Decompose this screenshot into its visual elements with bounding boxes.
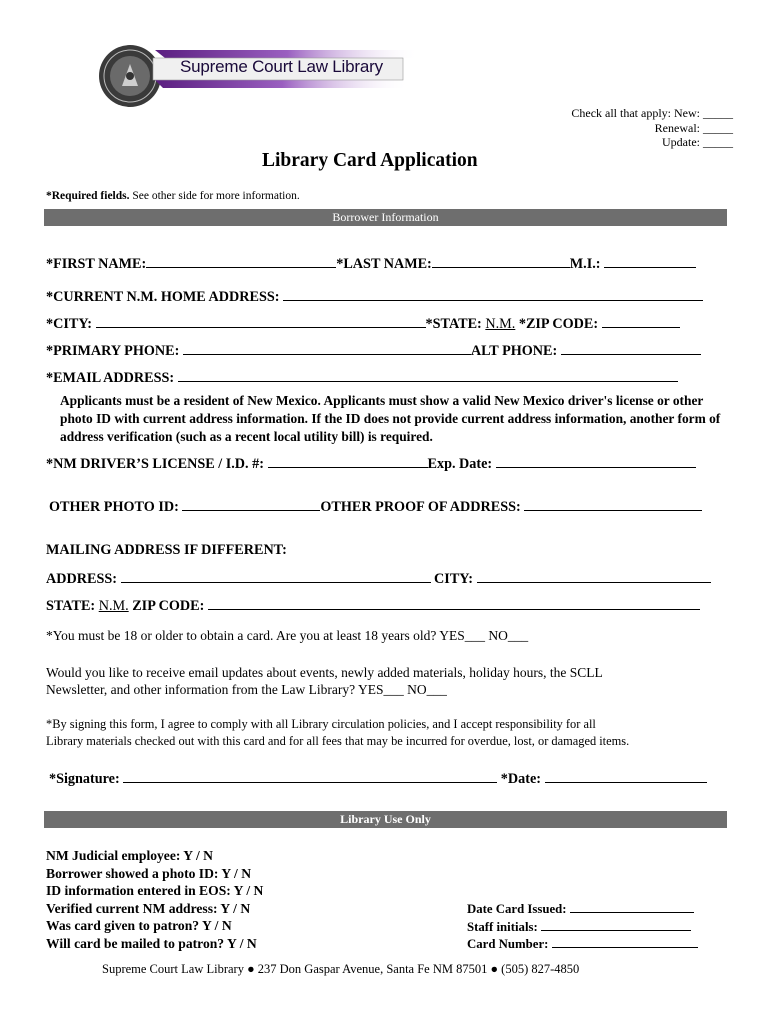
alt-phone-label: ALT PHONE: (470, 343, 558, 359)
first-name-field[interactable] (146, 254, 336, 268)
license-field[interactable] (268, 454, 428, 468)
date-issued-label: Date Card Issued: (467, 902, 567, 916)
signature-label: *Signature: (49, 771, 120, 787)
last-name-field[interactable] (432, 254, 570, 268)
library-use-item[interactable]: NM Judicial employee: Y / N (46, 848, 214, 863)
row-mail-address (46, 569, 711, 588)
library-use-item[interactable]: Will card be mailed to patron? Y / N (46, 935, 257, 951)
mail-zip-label: ZIP CODE: (132, 598, 205, 614)
city-label: *CITY: (46, 316, 92, 332)
mailing-header: MAILING ADDRESS IF DIFFERENT: (46, 542, 287, 558)
row-home-address (46, 287, 703, 306)
row-email (46, 368, 678, 387)
card-number-label: Card Number: (467, 937, 549, 952)
row-name (46, 254, 696, 273)
library-use-item[interactable]: Borrower showed a photo ID: Y / N (46, 865, 252, 881)
primary-phone-label: *PRIMARY PHONE: (46, 343, 180, 359)
other-proof-field[interactable] (524, 497, 702, 511)
age-question: *You must be 18 or older to obtain a card. Are you at least 18 years old? YES___ NO___ (46, 628, 529, 643)
mail-state-label: STATE: (46, 598, 96, 614)
email-label: *EMAIL ADDRESS: (46, 370, 175, 386)
home-address-field[interactable] (283, 287, 703, 301)
staff-initials-field[interactable] (541, 919, 691, 931)
state-value: N.M. (485, 316, 516, 332)
email-updates-line-1: Would you like to receive email updates about events, newly added materials, holiday hours, the SCLL (46, 665, 603, 680)
row-mail-state-zip (46, 596, 700, 615)
page-title: Library Card Application (262, 150, 478, 171)
mail-city-label: CITY: (434, 571, 473, 587)
email-updates-line-2: Newsletter, and other information from the Law Library? YES___ NO___ (46, 682, 447, 697)
library-use-item[interactable]: ID information entered in EOS: Y / N (46, 883, 264, 899)
row-city-state-zip (46, 314, 680, 333)
date-label: *Date: (500, 771, 541, 787)
zip-field[interactable] (602, 314, 680, 328)
mi-label: M.I.: (569, 256, 601, 272)
required-note (46, 190, 300, 202)
check-all-that-apply (571, 106, 733, 150)
library-name-banner: Supreme Court Law Library (180, 57, 383, 76)
last-name-label: *LAST NAME: (336, 256, 432, 272)
home-address-label: *CURRENT N.M. HOME ADDRESS: (46, 289, 280, 305)
section-bar-library-use: Library Use Only (44, 811, 727, 828)
city-field[interactable] (96, 314, 426, 328)
other-photo-field[interactable] (182, 497, 320, 511)
required-rest: See other side for more information. (132, 190, 300, 202)
required-label: *Required fields. (46, 190, 130, 202)
staff-initials-label: Staff initials: (467, 919, 538, 934)
staff-block (467, 901, 698, 954)
agreement-line-1: *By signing this form, I agree to comply with all Library circulation policies, and I accept responsibility for all (46, 717, 596, 731)
card-number-field[interactable] (552, 936, 698, 948)
other-proof-label: OTHER PROOF OF ADDRESS: (320, 499, 521, 515)
row-other-id (49, 497, 702, 516)
state-label: *STATE: (425, 316, 482, 332)
exp-date-label: Exp. Date: (427, 456, 493, 472)
library-use-item[interactable]: Verified current NM address: Y / N (46, 900, 251, 916)
date-issued-field[interactable] (570, 901, 694, 913)
date-field[interactable] (545, 769, 707, 783)
resident-note: Applicants must be a resident of New Mexico. Applicants must show a valid New Mexico driver's license or other photo ID with current address information. If the ID does not provide current address information, another form of address verification (such as a recent local utility bill) is required. (60, 393, 721, 444)
first-name-label: *FIRST NAME: (46, 256, 147, 272)
primary-phone-field[interactable] (183, 341, 471, 355)
row-phone (46, 341, 701, 360)
mi-field[interactable] (604, 254, 696, 268)
library-use-item[interactable]: Was card given to patron? Y / N (46, 918, 232, 934)
check-update[interactable]: Update: _____ (662, 135, 733, 149)
mail-state-value: N.M. (98, 598, 129, 614)
agreement-line-2: Library materials checked out with this card and for all fees that may be incurred for overdue, lost, or damaged items. (46, 734, 630, 748)
row-license (46, 454, 696, 473)
footer-address: Supreme Court Law Library ● 237 Don Gaspar Avenue, Santa Fe NM 87501 ● (505) 827-4850 (102, 962, 580, 976)
alt-phone-field[interactable] (561, 341, 701, 355)
exp-date-field[interactable] (496, 454, 696, 468)
library-use-list (46, 847, 263, 953)
other-photo-label: OTHER PHOTO ID: (49, 499, 179, 515)
mail-address-field[interactable] (121, 569, 431, 583)
check-renewal[interactable]: Renewal: _____ (654, 120, 733, 135)
check-new[interactable]: Check all that apply: New: _____ (571, 106, 733, 120)
zip-label: *ZIP CODE: (518, 316, 599, 332)
license-label: *NM DRIVER’S LICENSE / I.D. #: (46, 456, 264, 472)
row-signature (49, 769, 707, 788)
mail-address-label: ADDRESS: (46, 571, 117, 587)
signature-field[interactable] (123, 769, 497, 783)
mail-zip-field[interactable] (208, 596, 700, 610)
mail-city-field[interactable] (477, 569, 711, 583)
email-field[interactable] (178, 368, 678, 382)
section-bar-borrower: Borrower Information (44, 209, 727, 226)
